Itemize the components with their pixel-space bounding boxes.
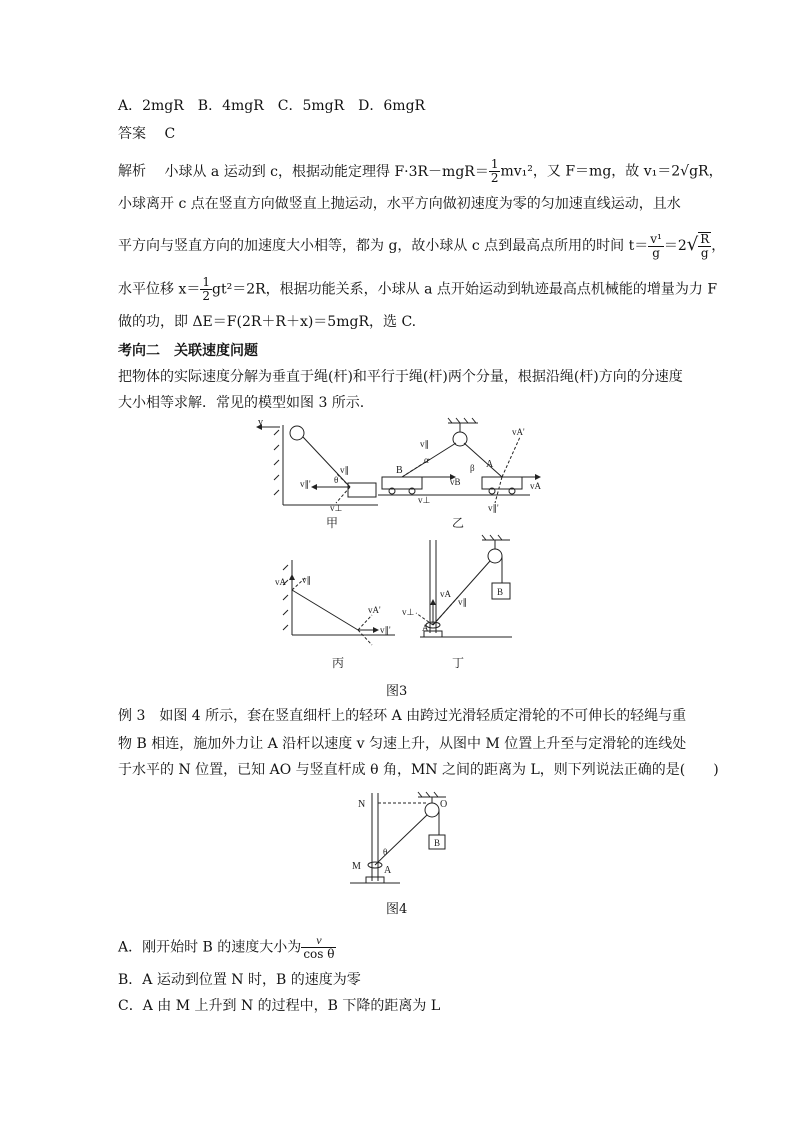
sub-caption-yi: 乙 xyxy=(452,516,465,530)
analysis-text: mv₁²，又 F＝mg，故 v₁＝2√gR， xyxy=(500,163,723,180)
analysis-line-3: 平方向与竖直方向的加速度大小相等，都为 g，故小球从 c 点到最高点所用的时间 t＝ $\frac{\text{v¹}}{g}$ ＝2√ $\frac{R}{g}$ ， xyxy=(118,231,726,260)
label-v-par-ding: v∥ xyxy=(458,597,467,607)
fraction-den: cos θ xyxy=(303,947,335,961)
answer-label: 答案 xyxy=(118,126,146,142)
fraction-num: 1 xyxy=(202,275,210,289)
option-A-text: A．刚开始时 B 的速度大小为 xyxy=(118,939,302,956)
label-vA-ding: vA xyxy=(440,589,451,599)
example-3-line-1: 例 3 如图 4 所示，套在竖直细杆上的轻环 A 由跨过光滑轻质定滑轮的不可伸长的轻绳与重 xyxy=(118,708,687,724)
label-vA-prime: vA' xyxy=(512,427,525,437)
label-v: v xyxy=(258,417,263,428)
analysis-line-1 xyxy=(118,158,723,185)
label-v-par-prime: v∥' xyxy=(488,503,499,513)
sub-caption-jia: 甲 xyxy=(326,516,339,530)
example-3-line-3: 于水平的 N 位置，已知 AO 与竖直杆成 θ 角，MN 之间的距离为 L，则下列说法正确的是( ) xyxy=(118,762,719,778)
option-C: C．A 由 M 上升到 N 的过程中，B 下降的距离为 L xyxy=(118,998,441,1014)
analysis-text: 小球从 a 运动到 c，根据动能定理得 F·3R－mgR＝ xyxy=(164,163,489,180)
label-v-par-yi: v∥ xyxy=(420,439,429,449)
prev-question-options: A．2mgR B．4mgR C．5mgR D．6mgR xyxy=(118,98,426,114)
sqrt-fraction xyxy=(698,232,711,260)
label-v-par-prime-bing: v∥' xyxy=(380,625,391,635)
figure-3-diagram xyxy=(0,415,794,715)
analysis-line-2: 小球离开 c 点在竖直方向做竖直上抛运动，水平方向做初速度为零的匀加速直线运动，且水 xyxy=(118,196,681,212)
label-v-par-2: v∥' xyxy=(300,479,311,489)
fraction xyxy=(648,233,664,260)
label-A: A xyxy=(486,459,494,470)
fraction-num: v xyxy=(301,934,336,948)
fraction-den: g xyxy=(652,245,660,260)
analysis-text: 水平位移 x＝ xyxy=(118,281,201,298)
label-vA-bing: vA xyxy=(275,577,286,587)
label-B-fig4: B xyxy=(434,838,441,848)
fraction xyxy=(200,276,212,303)
analysis-text: 平方向与竖直方向的加速度大小相等，都为 g，故小球从 c 点到最高点所用的时间 t＝ xyxy=(118,238,649,254)
analysis-text: ， xyxy=(711,238,726,254)
label-vA: vA xyxy=(530,481,541,491)
option-B: B．A 运动到位置 N 时，B 的速度为零 xyxy=(118,972,361,988)
label-N: N xyxy=(358,799,366,810)
analysis-line-5: 做的功，即 ΔE＝F(2R＋R＋x)＝5mgR，选 C. xyxy=(118,314,417,330)
figure-bing xyxy=(275,560,395,670)
section-title: 考向二 关联速度问题 xyxy=(118,343,258,359)
label-v-perp: v⊥ xyxy=(330,503,343,513)
figure-yi xyxy=(378,418,542,530)
analysis-text: ＝2 xyxy=(663,238,687,254)
fraction xyxy=(301,934,336,961)
fraction-den: g xyxy=(700,246,709,260)
answer-value: C xyxy=(164,126,176,142)
label-v-par: v∥ xyxy=(340,465,349,475)
example-3-line-2: 物 B 相连，施加外力让 A 沿杆以速度 v 匀速上升，从图中 M 位置上升至与定滑轮的连线处 xyxy=(118,736,687,752)
sub-caption-ding: 丁 xyxy=(452,656,465,670)
fraction-den: 2 xyxy=(490,171,499,185)
label-B: B xyxy=(396,465,403,476)
figure-ding xyxy=(402,535,512,670)
label-theta: θ xyxy=(334,475,339,485)
analysis-text: gt²＝2R，根据功能关系，小球从 a 点开始运动到轨迹最高点机械能的增量为力 F xyxy=(212,281,718,298)
sub-caption-bing: 丙 xyxy=(332,656,345,670)
fraction-num: v¹ xyxy=(650,231,662,246)
section-paragraph-2: 大小相等求解．常见的模型如图 3 所示. xyxy=(118,395,365,411)
section-paragraph-1: 把物体的实际速度分解为垂直于绳(杆)和平行于绳(杆)两个分量，根据沿绳(杆)方向的分速度 xyxy=(118,369,683,385)
answer-line xyxy=(118,124,175,144)
fraction-den: 2 xyxy=(202,289,210,303)
analysis-label: 解析 xyxy=(118,163,146,180)
fraction-num: R xyxy=(700,232,710,246)
figure-4-diagram xyxy=(0,785,794,895)
option-A xyxy=(118,934,336,961)
label-O: O xyxy=(440,799,448,810)
fraction-num: 1 xyxy=(490,157,499,171)
label-A-fig4: A xyxy=(384,865,392,876)
figure-3-caption: 图3 xyxy=(386,684,408,699)
label-v-perp-yi: v⊥ xyxy=(418,495,431,505)
label-v-perp-ding: v⊥ xyxy=(402,607,415,617)
label-M: M xyxy=(352,861,361,872)
analysis-line-4 xyxy=(118,276,717,303)
label-v-par-bing: v∥ xyxy=(302,575,311,585)
label-vA-prime-bing: vA' xyxy=(368,605,381,615)
label-beta: β xyxy=(470,463,475,473)
label-vB: vB xyxy=(450,477,461,487)
label-alpha: α xyxy=(424,455,429,465)
label-B-ding: B xyxy=(497,587,504,597)
label-theta-fig4: θ xyxy=(383,847,388,857)
label-A-ding: A xyxy=(422,623,429,633)
figure-4-caption: 图4 xyxy=(386,902,408,917)
fraction xyxy=(489,158,501,185)
figure-jia xyxy=(257,417,378,530)
